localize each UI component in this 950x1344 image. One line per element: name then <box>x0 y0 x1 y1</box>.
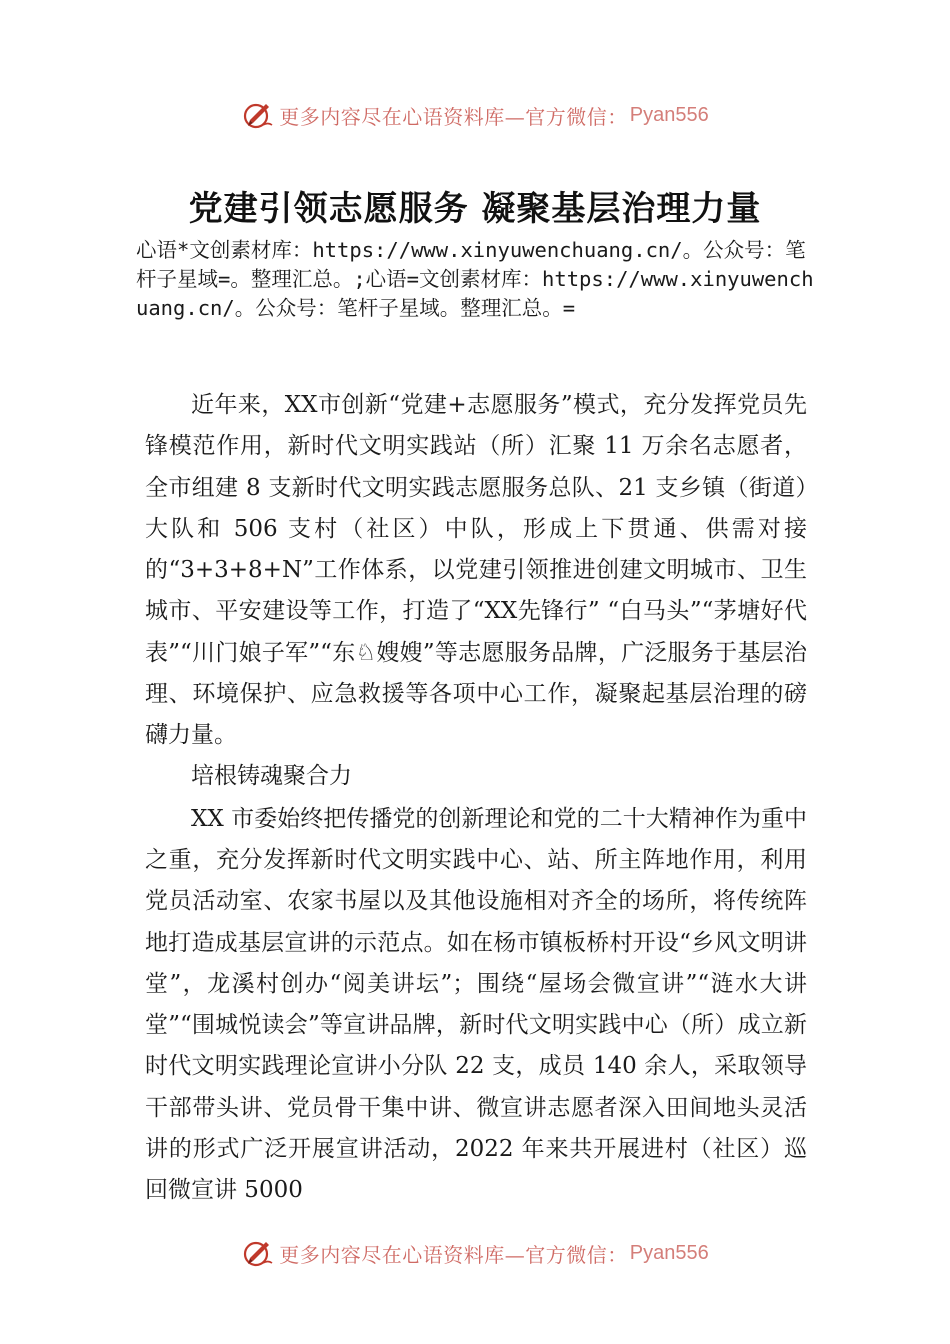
document-body <box>145 385 807 1212</box>
header-banner <box>0 95 950 135</box>
section-heading: 培根铸魂聚合力 <box>191 762 352 789</box>
footer-banner <box>0 1233 950 1273</box>
paragraph: XX 市委始终把传播党的创新理论和党的二十大精神作为重中之重，充分发挥新时代文明实践中心、站、所主阵地作用，利用党员活动室、农家书屋以及其他设施相对齐全的场所，将传统阵地打造成基层宣讲的示范点。如在杨市镇板桥村开设“乡风文明讲堂”，龙溪村创办“阅美讲坛”；围绕“屋场会微宣讲”“涟水大讲堂”“围城悦读会”等宣讲品牌，新时代文明实践中心（所）成立新时代文明实践理论宣讲小分队 22 支，成员 140 余人，采取领导干部带头讲、党员骨干集中讲、微宣讲志愿者深入田间地头灵活讲的形式广泛开展宣讲活动，2022 年来共开展进村（社区）巡回微宣讲 5000 <box>145 805 807 1204</box>
banner-wechat-id: Pyan556 <box>629 1241 709 1264</box>
banner-text: 更多内容尽在心语资料库—官方微信： <box>279 104 628 129</box>
source-note: 心语*文创素材库：https://www.xinyuwenchuang.cn/。公众号：笔杆子星域=。整理汇总。;心语=文创素材库：https://www.xinyuwenchuang.cn/。公众号：笔杆子星域。整理汇总。= <box>136 238 814 320</box>
paragraph: 近年来，XX市创新“党建+志愿服务”模式，充分发挥党员先锋模范作用，新时代文明实践站（所）汇聚 11 万余名志愿者，全市组建 8 支新时代文明实践志愿服务总队、21 支乡镇（街道）大队和 506 支村（社区）中队，形成上下贯通、供需对接的“3+3+8+N”工作体系，以党建引领推进创建文明城市、卫生城市、平安建设等工作，打造了“XX先锋行” “白马头”“茅塘好代表”“川门娘子军”“东♘嫂嫂”等志愿服务品牌，广泛服务于基层治理、环境保护、应急救援等各项中心工作，凝聚起基层治理的磅礴力量。 <box>145 392 807 749</box>
pen-in-circle-logo-icon <box>241 1236 275 1270</box>
banner-text: 更多内容尽在心语资料库—官方微信： <box>279 1242 628 1267</box>
pen-in-circle-logo-icon <box>241 98 275 132</box>
document-title: 党建引领志愿服务 凝聚基层治理力量 <box>188 189 762 229</box>
banner-wechat-id: Pyan556 <box>629 103 709 126</box>
